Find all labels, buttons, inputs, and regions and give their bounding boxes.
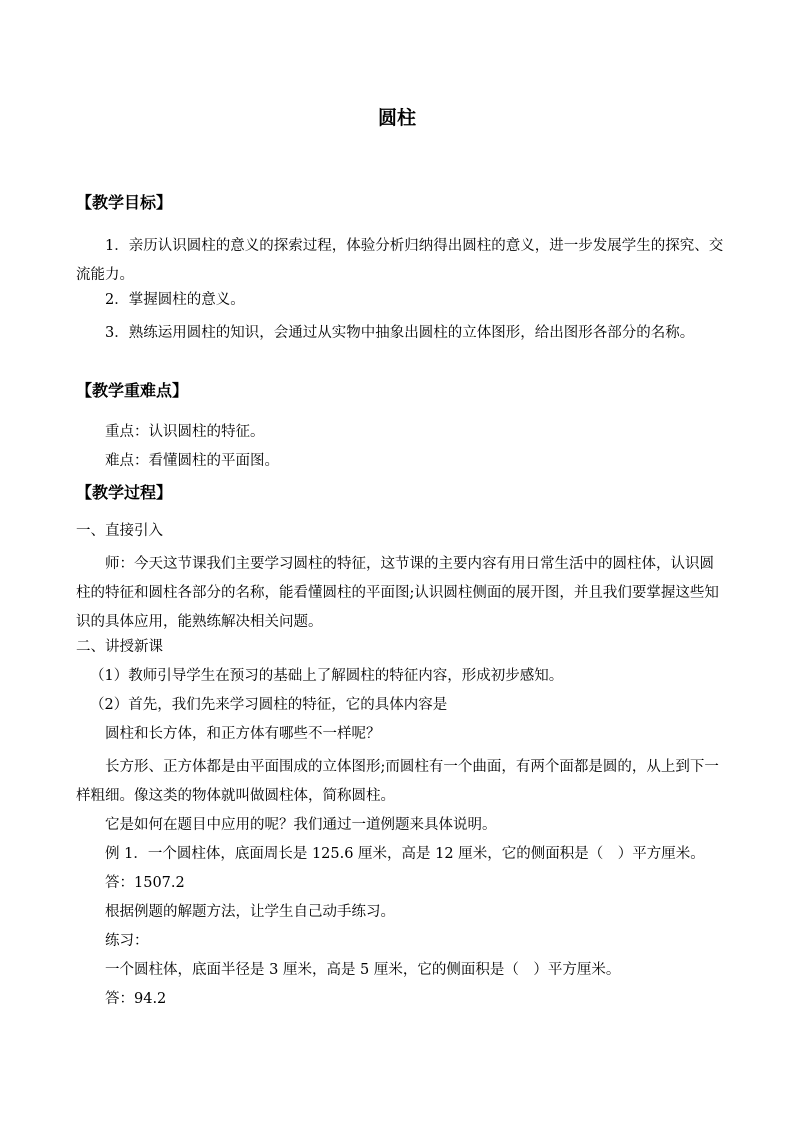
example-1: 例 1．一个圆柱体，底面周长是 125.6 厘米，高是 12 厘米，它的侧面积是（ ）平方厘米。 [105,846,705,862]
goal-3: 3．熟练运用圆柱的知识，会通过从实物中抽象出圆柱的立体图形，给出图形各部分的名称。 [105,325,695,341]
practice-label: 练习： [105,933,149,949]
keypoint: 重点：认识圆柱的特征。 [105,424,265,440]
part2-heading: 二、讲授新课 [76,639,163,655]
goal-2: 2．掌握圆柱的意义。 [105,292,245,308]
explanation: 长方形、正方体都是由平面围成的立体图形;而圆柱有一个曲面，有两个面都是圆的，从上到下一样粗细。像这类的物体就叫做圆柱体，简称圆柱。 [76,759,719,804]
process-heading: 【教学过程】 [76,483,173,502]
difficulty: 难点：看懂圆柱的平面图。 [105,453,279,469]
goal-1: 1．亲历认识圆柱的意义的探索过程，体验分析归纳得出圆柱的意义，进一步发展学生的探究、交流能力。 [76,238,724,283]
example-answer: 答：1507.2 [105,875,185,891]
page-title: 圆柱 [377,107,416,129]
apply-text: 它是如何在题目中应用的呢？我们通过一道例题来具体说明。 [105,817,497,833]
practice-answer: 答：94.2 [105,991,167,1007]
keypoints-heading: 【教学重难点】 [76,381,189,400]
practice-intro: 根据例题的解题方法，让学生自己动手练习。 [105,904,395,920]
practice-question: 一个圆柱体，底面半径是 3 厘米，高是 5 厘米，它的侧面积是（ ）平方厘米。 [105,962,621,978]
goals-heading: 【教学目标】 [76,193,173,212]
part1-text: 师：今天这节课我们主要学习圆柱的特征，这节课的主要内容有用日常生活中的圆柱体，认识圆柱的特征和圆柱各部分的名称，能看懂圆柱的平面图;认识圆柱侧面的展开图，并且我们要掌握这些知识的具体应用，能熟练解决相关问题。 [76,556,719,630]
step-2: （2）首先，我们先来学习圆柱的特征，它的具体内容是 [90,697,448,713]
question: 圆柱和长方体，和正方体有哪些不一样呢？ [105,726,381,742]
step-1: （1）教师引导学生在预习的基础上了解圆柱的特征内容，形成初步感知。 [90,668,564,684]
part1-heading: 一、直接引入 [76,523,163,539]
